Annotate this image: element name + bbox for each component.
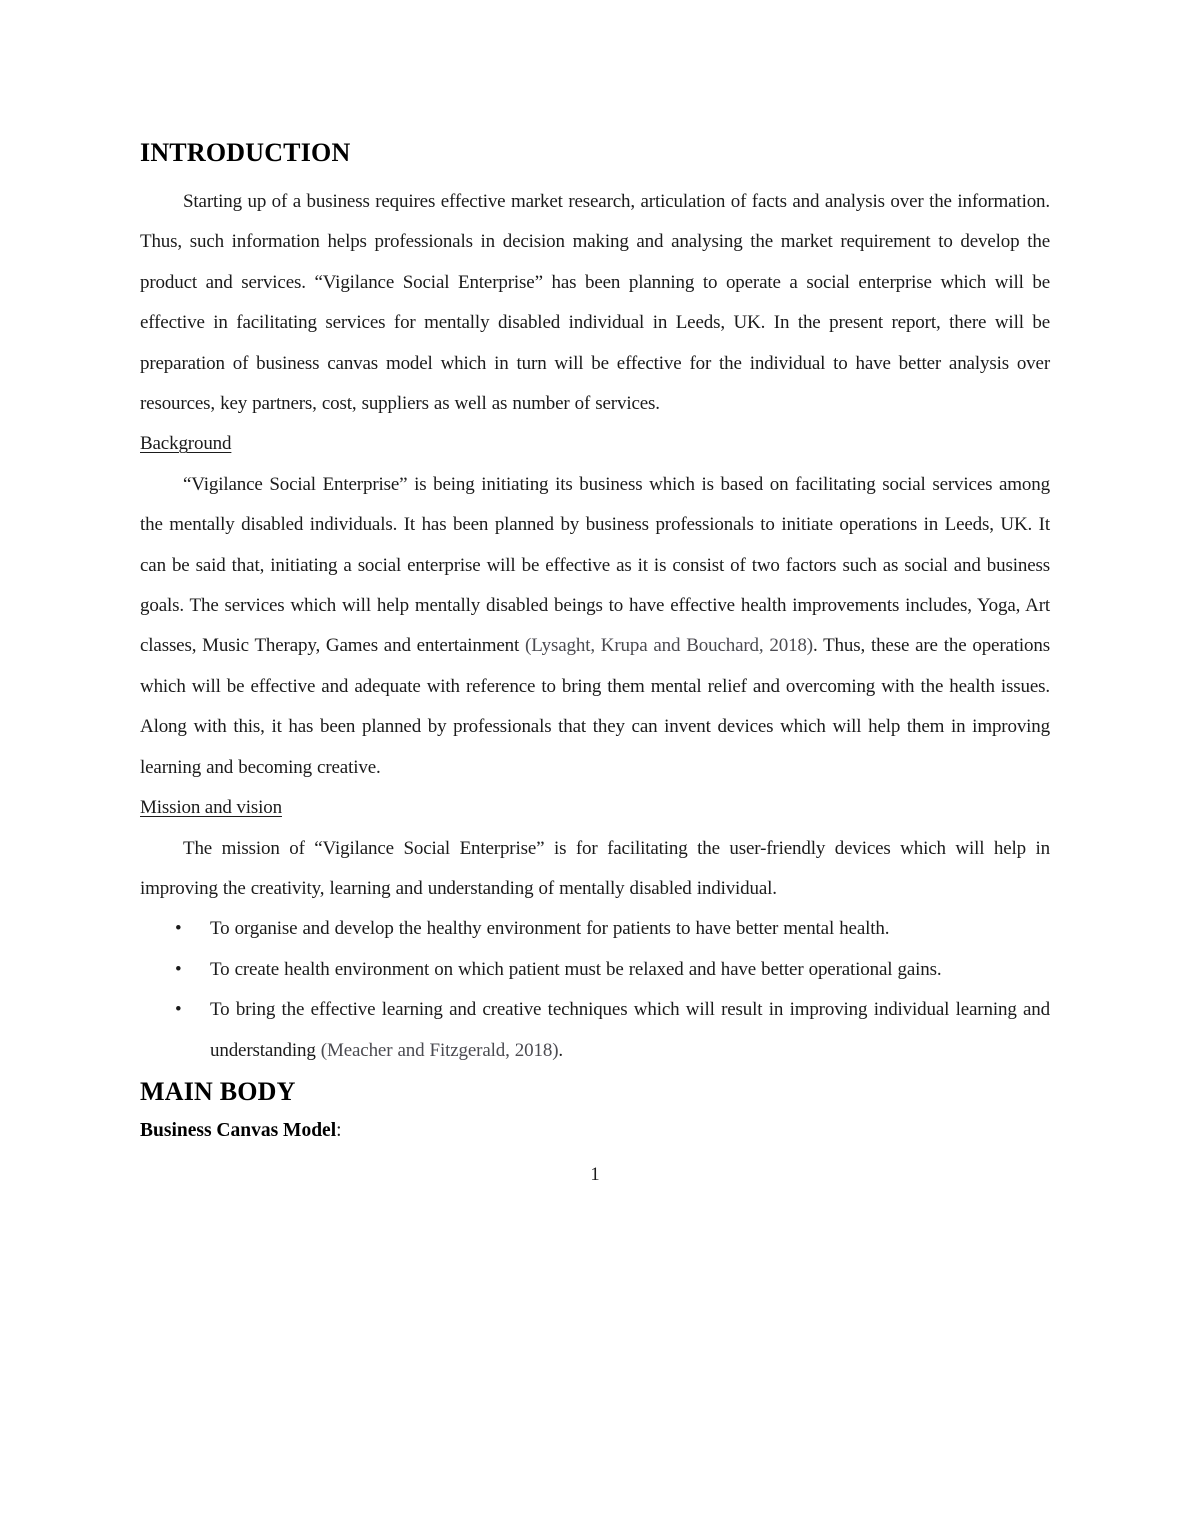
section-heading-main-body: MAIN BODY: [140, 1076, 296, 1106]
page-number: 1: [590, 1165, 600, 1186]
list-item-text: .: [558, 1039, 563, 1061]
paragraph-mission: The mission of “Vigilance Social Enterprise” is for facilitating the user-friendly devices which will help in improving the creativity, learning and understanding of mentally disabled individual.: [140, 837, 1050, 899]
list-item-text: To create health environment on which patient must be relaxed and have better operational gains.: [210, 958, 942, 980]
list-item-text: To bring the effective learning and creative techniques which will result in improving individual learning and understanding: [210, 999, 1050, 1061]
citation-lysaght-krupa-bouchard: (Lysaght, Krupa and Bouchard, 2018): [525, 635, 813, 657]
section-heading-introduction: INTRODUCTION: [140, 138, 351, 167]
bullet-icon: •: [175, 918, 182, 940]
subheading-bold-text: Business Canvas Model: [140, 1119, 337, 1141]
paragraph-introduction: Starting up of a business requires effective market research, articulation of facts and analysis over the information. Thus, such information helps professionals in decision making and analysing the market requirement to develop the product and services. “Vigilance Social Enterprise” has been planning to operate a social enterprise which will be effective in facilitating services for mentally disabled individual in Leeds, UK. In the present report, there will be preparation of business canvas model which in turn will be effective for the individual to have better analysis over resources, key partners, cost, suppliers as well as number of services.: [140, 191, 1050, 415]
subheading-colon: :: [336, 1119, 342, 1141]
subheading-business-canvas-model: [140, 1111, 1050, 1151]
paragraph-text: . Thus, these are the operations which will be effective and adequate with reference to bring them mental relief and overcoming with the health issues. Along with this, it has been planned by professionals that they can invent devices which will help them in improving learning and becoming creative.: [140, 635, 1050, 778]
list-item: [140, 950, 1050, 990]
citation-meacher-fitzgerald: (Meacher and Fitzgerald, 2018): [320, 1039, 559, 1061]
paragraph-background: [140, 465, 1050, 788]
mission-bullet-list: [140, 909, 1050, 1071]
subheading-mission-and-vision: Mission and vision: [140, 797, 282, 819]
list-item-text: To organise and develop the healthy environment for patients to have better mental health.: [210, 918, 890, 940]
paragraph-text: “Vigilance Social Enterprise” is being initiating its business which is based on facilitating social services among the mentally disabled individuals. It has been planned by business professionals to initiate operations in Leeds, UK. It can be said that, initiating a social enterprise will be effective as it is consist of two factors such as social and business goals. The services which will help mentally disabled beings to have effective health improvements includes, Yoga, Art classes, Music Therapy, Games and entertainment: [140, 473, 1050, 657]
list-item: [140, 909, 1050, 949]
subheading-background: Background: [140, 433, 232, 455]
bullet-icon: •: [175, 958, 182, 980]
bullet-icon: •: [175, 999, 182, 1021]
list-item: [140, 990, 1050, 1071]
